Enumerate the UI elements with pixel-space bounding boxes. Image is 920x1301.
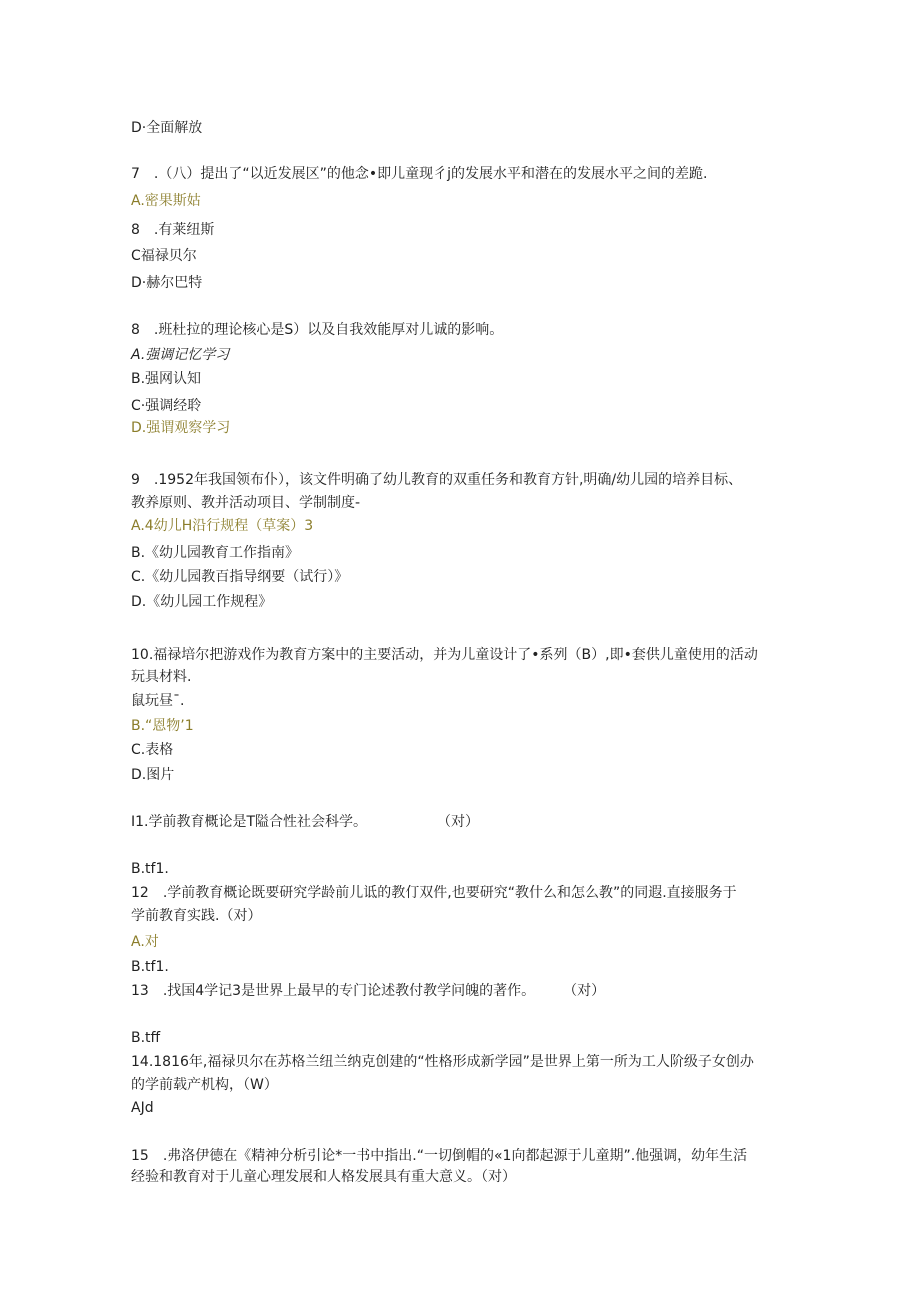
option-a-q7: A.密果斯姑 (131, 193, 201, 209)
question-13: 13 .找国4学记3是世界上最早的专门论述教付教学问魄的著作。 （对） (131, 983, 606, 999)
option-d-q7: D·赫尔巴特 (131, 275, 203, 291)
option-b-q13: B.tff (131, 1030, 161, 1046)
question-12-line-2: 学前教育实践.（对） (131, 908, 262, 924)
option-d-q10: D.图片 (131, 767, 175, 783)
question-12-line-1: 12 .学前教育概论既要研究学龄前儿诋的教仃双件,也要研究“教什么和怎么教”的同遐.直接服务于 (131, 885, 737, 901)
option-a-q14: AJd (131, 1100, 154, 1116)
question-8: 8 .班杜拉的理论核心是S）以及自我效能厚对儿诚的影响。 (131, 322, 504, 338)
option-a-q12: A.对 (131, 934, 159, 950)
option-b-q7: 8 .有莱纽斯 (131, 222, 215, 238)
question-9-line-1: 9 .1952年我国领布仆），该文件明确了幼儿教育的双重任务和教育方针,明确/幼儿园的培养目标、 (131, 472, 743, 488)
question-14-line-2: 的学前载产机构，（W） (131, 1077, 278, 1093)
question-11: I1.学前教育概论是T隘合性社会科学。 （对） (131, 814, 480, 830)
question-10-line-1: 10.福禄培尔把游戏作为教育方案中的主要活动，并为儿童设计了•系列（B）,即•套供儿童使用的活动 (131, 647, 758, 663)
question-7: 7 .（八）提出了“以近发展区”的他念•即儿童现彳j的发展水平和潜在的发展水平之间的差跪. (131, 166, 708, 182)
option-a-q10: 鼠玩昼¯. (131, 693, 185, 709)
question-14-line-1: 14.1816年,福禄贝尔在苏格兰纽兰纳克创建的“性格形成新学园”是世界上第一所为工人阶级子女创办 (131, 1054, 754, 1070)
option-c-q9: C.《幼儿园教百指导纲要（试行）》 (131, 569, 349, 585)
option-b-q10: B.“恩物’1 (131, 718, 194, 734)
option-b-q12: B.tf1. (131, 959, 169, 975)
option-c-q10: C.表格 (131, 742, 174, 758)
option-a-q9: A.4幼儿H沿行规程（草案）3 (131, 518, 314, 534)
option-d-q8: D.强谓观察学习 (131, 420, 231, 436)
option-a-q8: A.强调记忆学习 (131, 347, 230, 363)
option-d-q9: D.《幼儿园工作规程》 (131, 594, 273, 610)
option-d-q6: D·全面解放 (131, 120, 203, 136)
option-c-q8: C·强调经聆 (131, 398, 202, 414)
option-b-q11: B.tf1. (131, 861, 169, 877)
question-10-line-2: 玩具材料. (131, 669, 192, 685)
option-b-q8: B.强网认知 (131, 371, 202, 387)
option-b-q9: B.《幼儿园教育工作指南》 (131, 545, 300, 561)
question-15-line-1: 15 .弗洛伊德在《精神分析引论*一书中指出.“一切倒帽的«1向都起源于儿童期”.他强调，幼年生活 (131, 1148, 748, 1164)
question-9-line-2: 教养原则、教并活动项目、学制制度- (131, 495, 361, 511)
question-15-line-2: 经验和教育对于儿童心理发展和人格发展具有重大意义。（对） (131, 1169, 516, 1185)
option-c-q7: C福禄贝尔 (131, 248, 197, 264)
